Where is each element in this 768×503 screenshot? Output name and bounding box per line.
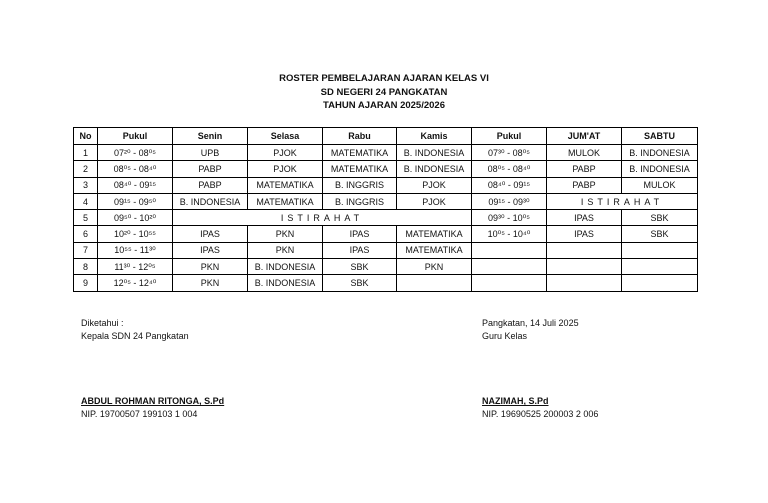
cell-kamis: B. INDONESIA [397, 145, 472, 161]
cell-sabtu: B. INDONESIA [622, 161, 698, 177]
signature-left-nip: NIP. 19700507 199103 1 004 [81, 409, 198, 419]
cell-pukul-2: 09¹⁵ - 09³⁰ [472, 193, 547, 209]
title-line-3: TAHUN AJARAN 2025/2026 [323, 100, 445, 111]
table-row [74, 177, 698, 193]
title-line-1: ROSTER PEMBELAJARAN AJARAN KELAS VI [279, 73, 489, 84]
cell-pukul-2 [472, 275, 547, 291]
cell-senin: PKN [173, 259, 248, 275]
cell-rabu: B. INGGRIS [323, 177, 397, 193]
cell-jumat [547, 275, 622, 291]
signature-left-label: Diketahui : [81, 318, 124, 328]
cell-pukul-2 [472, 259, 547, 275]
cell-no: 4 [74, 193, 98, 209]
cell-senin: PABP [173, 177, 248, 193]
cell-pukul: 11³⁰ - 12⁰⁵ [98, 259, 173, 275]
signature-left-role: Kepala SDN 24 Pangkatan [81, 331, 189, 341]
cell-senin: PABP [173, 161, 248, 177]
cell-no: 3 [74, 177, 98, 193]
col-header-pukul-2: Pukul [472, 128, 547, 145]
cell-pukul: 12⁰⁵ - 12⁴⁰ [98, 275, 173, 291]
cell-no: 2 [74, 161, 98, 177]
col-header-senin: Senin [173, 128, 248, 145]
table-row [74, 145, 698, 161]
cell-senin: IPAS [173, 242, 248, 258]
cell-senin: UPB [173, 145, 248, 161]
cell-selasa: MATEMATIKA [248, 193, 323, 209]
cell-pukul: 08⁴⁰ - 09¹⁵ [98, 177, 173, 193]
cell-kamis: PJOK [397, 177, 472, 193]
cell-selasa: MATEMATIKA [248, 177, 323, 193]
cell-pukul-2: 10⁰⁵ - 10⁴⁰ [472, 226, 547, 242]
cell-pukul-2: 07³⁰ - 08⁰⁵ [472, 145, 547, 161]
col-header-sabtu: SABTU [622, 128, 698, 145]
cell-jumat: PABP [547, 161, 622, 177]
table-row [74, 275, 698, 291]
cell-rabu: SBK [323, 259, 397, 275]
signature-right-name-block [482, 395, 598, 421]
cell-senin: PKN [173, 275, 248, 291]
signature-right-role: Guru Kelas [482, 331, 528, 341]
cell-selasa: PJOK [248, 145, 323, 161]
cell-pukul-2: 08⁰⁵ - 08⁴⁰ [472, 161, 547, 177]
title-line-2: SD NEGERI 24 PANGKATAN [320, 86, 448, 98]
cell-jumat: IPAS [547, 226, 622, 242]
table-row [74, 242, 698, 258]
table-row [74, 210, 698, 226]
cell-pukul-2: 09³⁰ - 10⁰⁵ [472, 210, 547, 226]
cell-selasa: PKN [248, 242, 323, 258]
cell-selasa: B. INDONESIA [248, 259, 323, 275]
cell-pukul: 08⁰⁵ - 08⁴⁰ [98, 161, 173, 177]
col-header-kamis: Kamis [397, 128, 472, 145]
cell-rabu: B. INGGRIS [323, 193, 397, 209]
roster-table [73, 127, 698, 292]
cell-rabu: MATEMATIKA [323, 161, 397, 177]
table-row [74, 226, 698, 242]
cell-sabtu: MULOK [622, 177, 698, 193]
table-header-row [74, 128, 698, 145]
cell-jumat [547, 242, 622, 258]
col-header-jumat: JUM'AT [547, 128, 622, 145]
col-header-rabu: Rabu [323, 128, 397, 145]
cell-jumat: IPAS [547, 210, 622, 226]
cell-jumat: MULOK [547, 145, 622, 161]
cell-pukul: 10²⁰ - 10⁵⁵ [98, 226, 173, 242]
cell-no: 8 [74, 259, 98, 275]
cell-rabu: IPAS [323, 242, 397, 258]
cell-senin: IPAS [173, 226, 248, 242]
signature-right-place-date: Pangkatan, 14 Juli 2025 [482, 318, 579, 328]
table-row [74, 161, 698, 177]
signature-left-name-block [81, 395, 224, 421]
col-header-no: No [74, 128, 98, 145]
cell-pukul: 09⁵⁰ - 10²⁰ [98, 210, 173, 226]
cell-no: 1 [74, 145, 98, 161]
cell-pukul-2: 08⁴⁰ - 09¹⁵ [472, 177, 547, 193]
cell-no: 7 [74, 242, 98, 258]
table-row [74, 259, 698, 275]
cell-kamis [397, 275, 472, 291]
cell-istirahat-jumat-sabtu: ISTIRAHAT [547, 193, 698, 209]
col-header-pukul: Pukul [98, 128, 173, 145]
signature-right-block [482, 317, 579, 343]
cell-selasa: B. INDONESIA [248, 275, 323, 291]
col-header-selasa: Selasa [248, 128, 323, 145]
cell-kamis: PJOK [397, 193, 472, 209]
cell-sabtu [622, 275, 698, 291]
cell-no: 6 [74, 226, 98, 242]
cell-rabu: MATEMATIKA [323, 145, 397, 161]
cell-kamis: MATEMATIKA [397, 242, 472, 258]
cell-pukul-2 [472, 242, 547, 258]
cell-selasa: PKN [248, 226, 323, 242]
document-title [0, 72, 768, 113]
signature-right-nip: NIP. 19690525 200003 2 006 [482, 409, 599, 419]
cell-sabtu [622, 259, 698, 275]
cell-jumat [547, 259, 622, 275]
table-row [74, 193, 698, 209]
cell-sabtu [622, 242, 698, 258]
cell-kamis: PKN [397, 259, 472, 275]
cell-istirahat: ISTIRAHAT [173, 210, 472, 226]
cell-senin: B. INDONESIA [173, 193, 248, 209]
signature-right-name: NAZIMAH, S.Pd [482, 396, 549, 406]
cell-pukul: 07²⁰ - 08⁰⁵ [98, 145, 173, 161]
cell-kamis: B. INDONESIA [397, 161, 472, 177]
cell-rabu: IPAS [323, 226, 397, 242]
cell-pukul: 10⁵⁵ - 11³⁰ [98, 242, 173, 258]
cell-no: 9 [74, 275, 98, 291]
cell-selasa: PJOK [248, 161, 323, 177]
signature-left-block [81, 317, 189, 343]
cell-no: 5 [74, 210, 98, 226]
cell-sabtu: SBK [622, 210, 698, 226]
cell-sabtu: SBK [622, 226, 698, 242]
signature-left-name: ABDUL ROHMAN RITONGA, S.Pd [81, 396, 225, 406]
cell-sabtu: B. INDONESIA [622, 145, 698, 161]
cell-kamis: MATEMATIKA [397, 226, 472, 242]
cell-rabu: SBK [323, 275, 397, 291]
cell-jumat: PABP [547, 177, 622, 193]
cell-pukul: 09¹⁵ - 09⁵⁰ [98, 193, 173, 209]
